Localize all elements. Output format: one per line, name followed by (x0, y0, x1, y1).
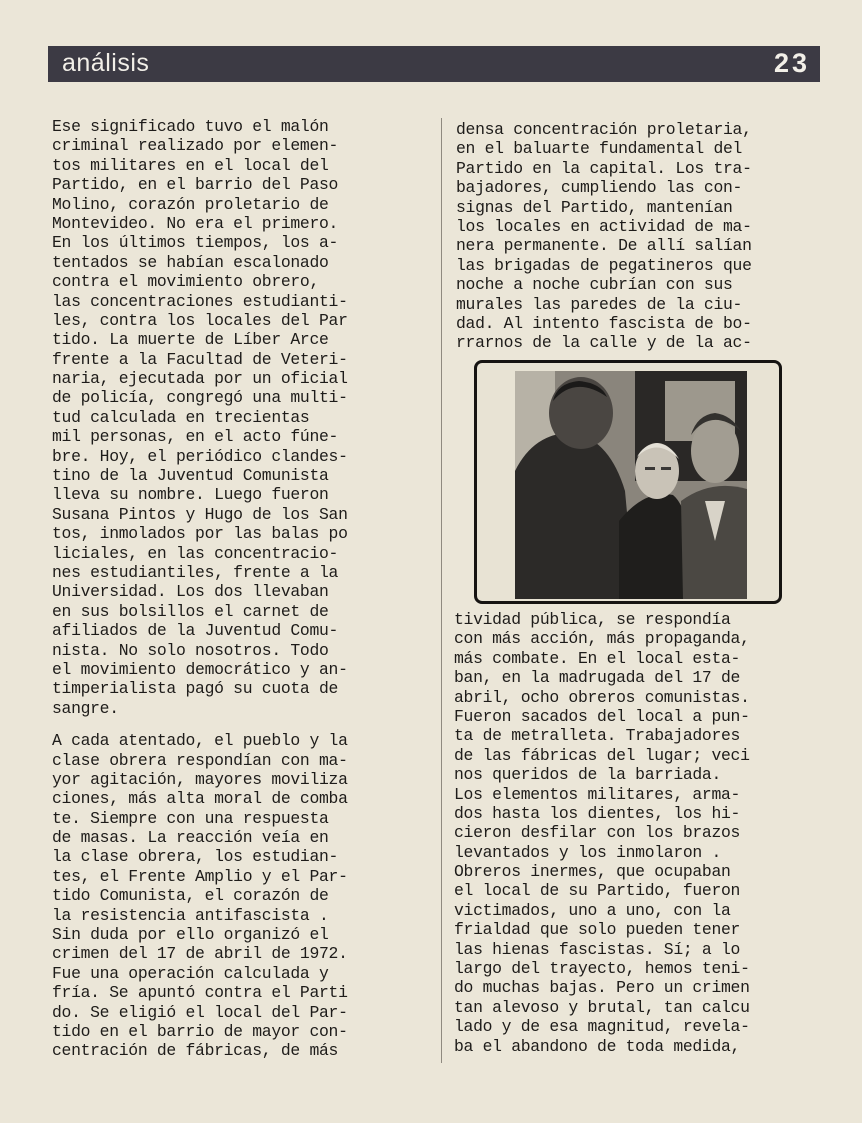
text-line: en el baluarte fundamental del (456, 139, 743, 159)
text-line: signas del Partido, mantenían (456, 197, 733, 217)
text-line: Partido en la capital. Los tra- (456, 158, 752, 178)
text-line: noche a noche cubrían con sus (456, 275, 733, 295)
text-line: la clase obrera, los estudian- (52, 847, 339, 867)
text-line: nes estudiantiles, frente a la (52, 562, 339, 582)
text-line: contra el movimiento obrero, (52, 272, 320, 292)
text-line: largo del trayecto, hemos teni- (454, 959, 750, 979)
text-line: Molino, corazón proletario de (52, 194, 329, 214)
text-line: yor agitación, mayores moviliza (52, 769, 348, 789)
text-line: fría. Se apuntó contra el Parti (52, 983, 348, 1003)
text-line: Ese significado tuvo el malón (52, 117, 329, 136)
text-line: ban, en la madrugada del 17 de (454, 668, 741, 688)
text-line: Montevideo. No era el primero. (52, 213, 339, 233)
text-line: de policía, congregó una multi- (52, 388, 348, 408)
text-line: dos hasta los dientes, los hi- (454, 803, 741, 823)
text-line: tido en el barrio de mayor con- (52, 1021, 348, 1041)
paragraph (52, 117, 420, 718)
text-line: de masas. La reacción veía en (52, 828, 329, 848)
right-column-bottom (454, 610, 824, 1056)
text-line: bre. Hoy, el periódico clandes- (52, 446, 348, 466)
right-column-top (456, 120, 826, 353)
text-line: frente a la Facultad de Veteri- (52, 349, 348, 369)
text-line: crimen del 17 de abril de 1972. (52, 944, 348, 964)
text-line: bajadores, cumpliendo las con- (456, 178, 743, 198)
text-line: Universidad. Los dos llevaban (52, 582, 329, 602)
text-line: las concentraciones estudianti- (52, 291, 348, 311)
column-divider (441, 118, 442, 1063)
text-line: tes, el Frente Amplio y el Par- (52, 866, 348, 886)
text-line: el local de su Partido, fueron (454, 881, 741, 901)
text-line: centración de fábricas, de más (52, 1041, 339, 1061)
text-line: do. Se eligió el local del Par- (52, 1002, 348, 1022)
text-line: tividad pública, se respondía (454, 610, 731, 629)
section-title: análisis (62, 49, 150, 77)
text-line: liciales, en las concentracio- (52, 543, 339, 563)
text-line: la resistencia antifascista . (52, 905, 329, 925)
text-line: mil personas, en el acto fúne- (52, 427, 339, 447)
text-line: tino de la Juventud Comunista (52, 466, 329, 486)
text-line: tentados se habían escalonado (52, 252, 329, 272)
text-line: naria, ejecutada por un oficial (52, 369, 348, 389)
text-line: nista. No solo nosotros. Todo (52, 640, 329, 660)
text-line: rrarnos de la calle y de la ac- (456, 333, 752, 353)
text-line: En los últimos tiempos, los a- (52, 233, 339, 253)
text-line: criminal realizado por elemen- (52, 136, 339, 156)
text-line: las brigadas de pegatineros que (456, 255, 752, 275)
text-line: de las fábricas del lugar; veci (454, 745, 750, 765)
text-line: lleva su nombre. Luego fueron (52, 485, 329, 505)
page-number: 23 (773, 48, 810, 78)
text-line: Partido, en el barrio del Paso (52, 175, 339, 195)
section-header-bar (48, 46, 820, 82)
text-line: clase obrera respondían con ma- (52, 750, 348, 770)
text-line: Susana Pintos y Hugo de los San (52, 504, 348, 524)
paragraph-gap (52, 718, 420, 731)
photo-image (515, 371, 747, 599)
text-line: abril, ocho obreros comunistas. (454, 687, 750, 707)
text-line: Fueron sacados del local a pun- (454, 706, 750, 726)
text-line: más combate. En el local esta- (454, 648, 741, 668)
text-line: tos, inmolados por las balas po (52, 524, 348, 544)
text-line: Sin duda por ello organizó el (52, 925, 329, 945)
text-line: afiliados de la Juventud Comu- (52, 621, 339, 641)
text-line: timperialista pagó su cuota de (52, 679, 339, 699)
text-line: con más acción, más propaganda, (454, 629, 750, 649)
text-line: tido. La muerte de Líber Arce (52, 330, 329, 350)
text-line: densa concentración proletaria, (456, 120, 752, 139)
text-line: Los elementos militares, arma- (454, 784, 741, 804)
text-line: lado y de esa magnitud, revela- (454, 1017, 750, 1037)
text-line: tud calculada en trecientas (52, 407, 310, 427)
text-line: Obreros inermes, que ocupaban (454, 862, 731, 882)
text-line: ba el abandono de toda medida, (454, 1036, 741, 1056)
text-line: levantados y los inmolaron . (454, 842, 722, 862)
text-line: tos militares en el local del (52, 155, 329, 175)
text-line: sangre. (52, 698, 119, 718)
text-line: nera permanente. De allí salían (456, 236, 752, 256)
text-line: nos queridos de la barriada. (454, 765, 722, 785)
text-line: cieron desfilar con los brazos (454, 823, 741, 843)
text-line: Fue una operación calculada y (52, 963, 329, 983)
text-line: dad. Al intento fascista de bo- (456, 313, 752, 333)
text-line: las hienas fascistas. Sí; a lo (454, 939, 741, 959)
text-line: tido Comunista, el corazón de (52, 886, 329, 906)
left-column (52, 117, 420, 1061)
news-photo (515, 371, 747, 599)
text-line: do muchas bajas. Pero un crimen (454, 978, 750, 998)
photo-frame (474, 360, 782, 604)
text-line: ta de metralleta. Trabajadores (454, 726, 741, 746)
text-line: les, contra los locales del Par (52, 310, 348, 330)
text-line: frialdad que solo pueden tener (454, 920, 741, 940)
text-line: victimados, uno a uno, con la (454, 900, 731, 920)
text-line: el movimiento democrático y an- (52, 659, 348, 679)
text-line: los locales en actividad de ma- (456, 216, 752, 236)
text-line: te. Siempre con una respuesta (52, 808, 329, 828)
text-line: ciones, más alta moral de comba (52, 789, 348, 809)
text-line: murales las paredes de la ciu- (456, 294, 743, 314)
text-line: en sus bolsillos el carnet de (52, 601, 329, 621)
text-line: tan alevoso y brutal, tan calcu (454, 997, 750, 1017)
text-line: A cada atentado, el pueblo y la (52, 731, 348, 751)
paragraph (52, 731, 420, 1061)
